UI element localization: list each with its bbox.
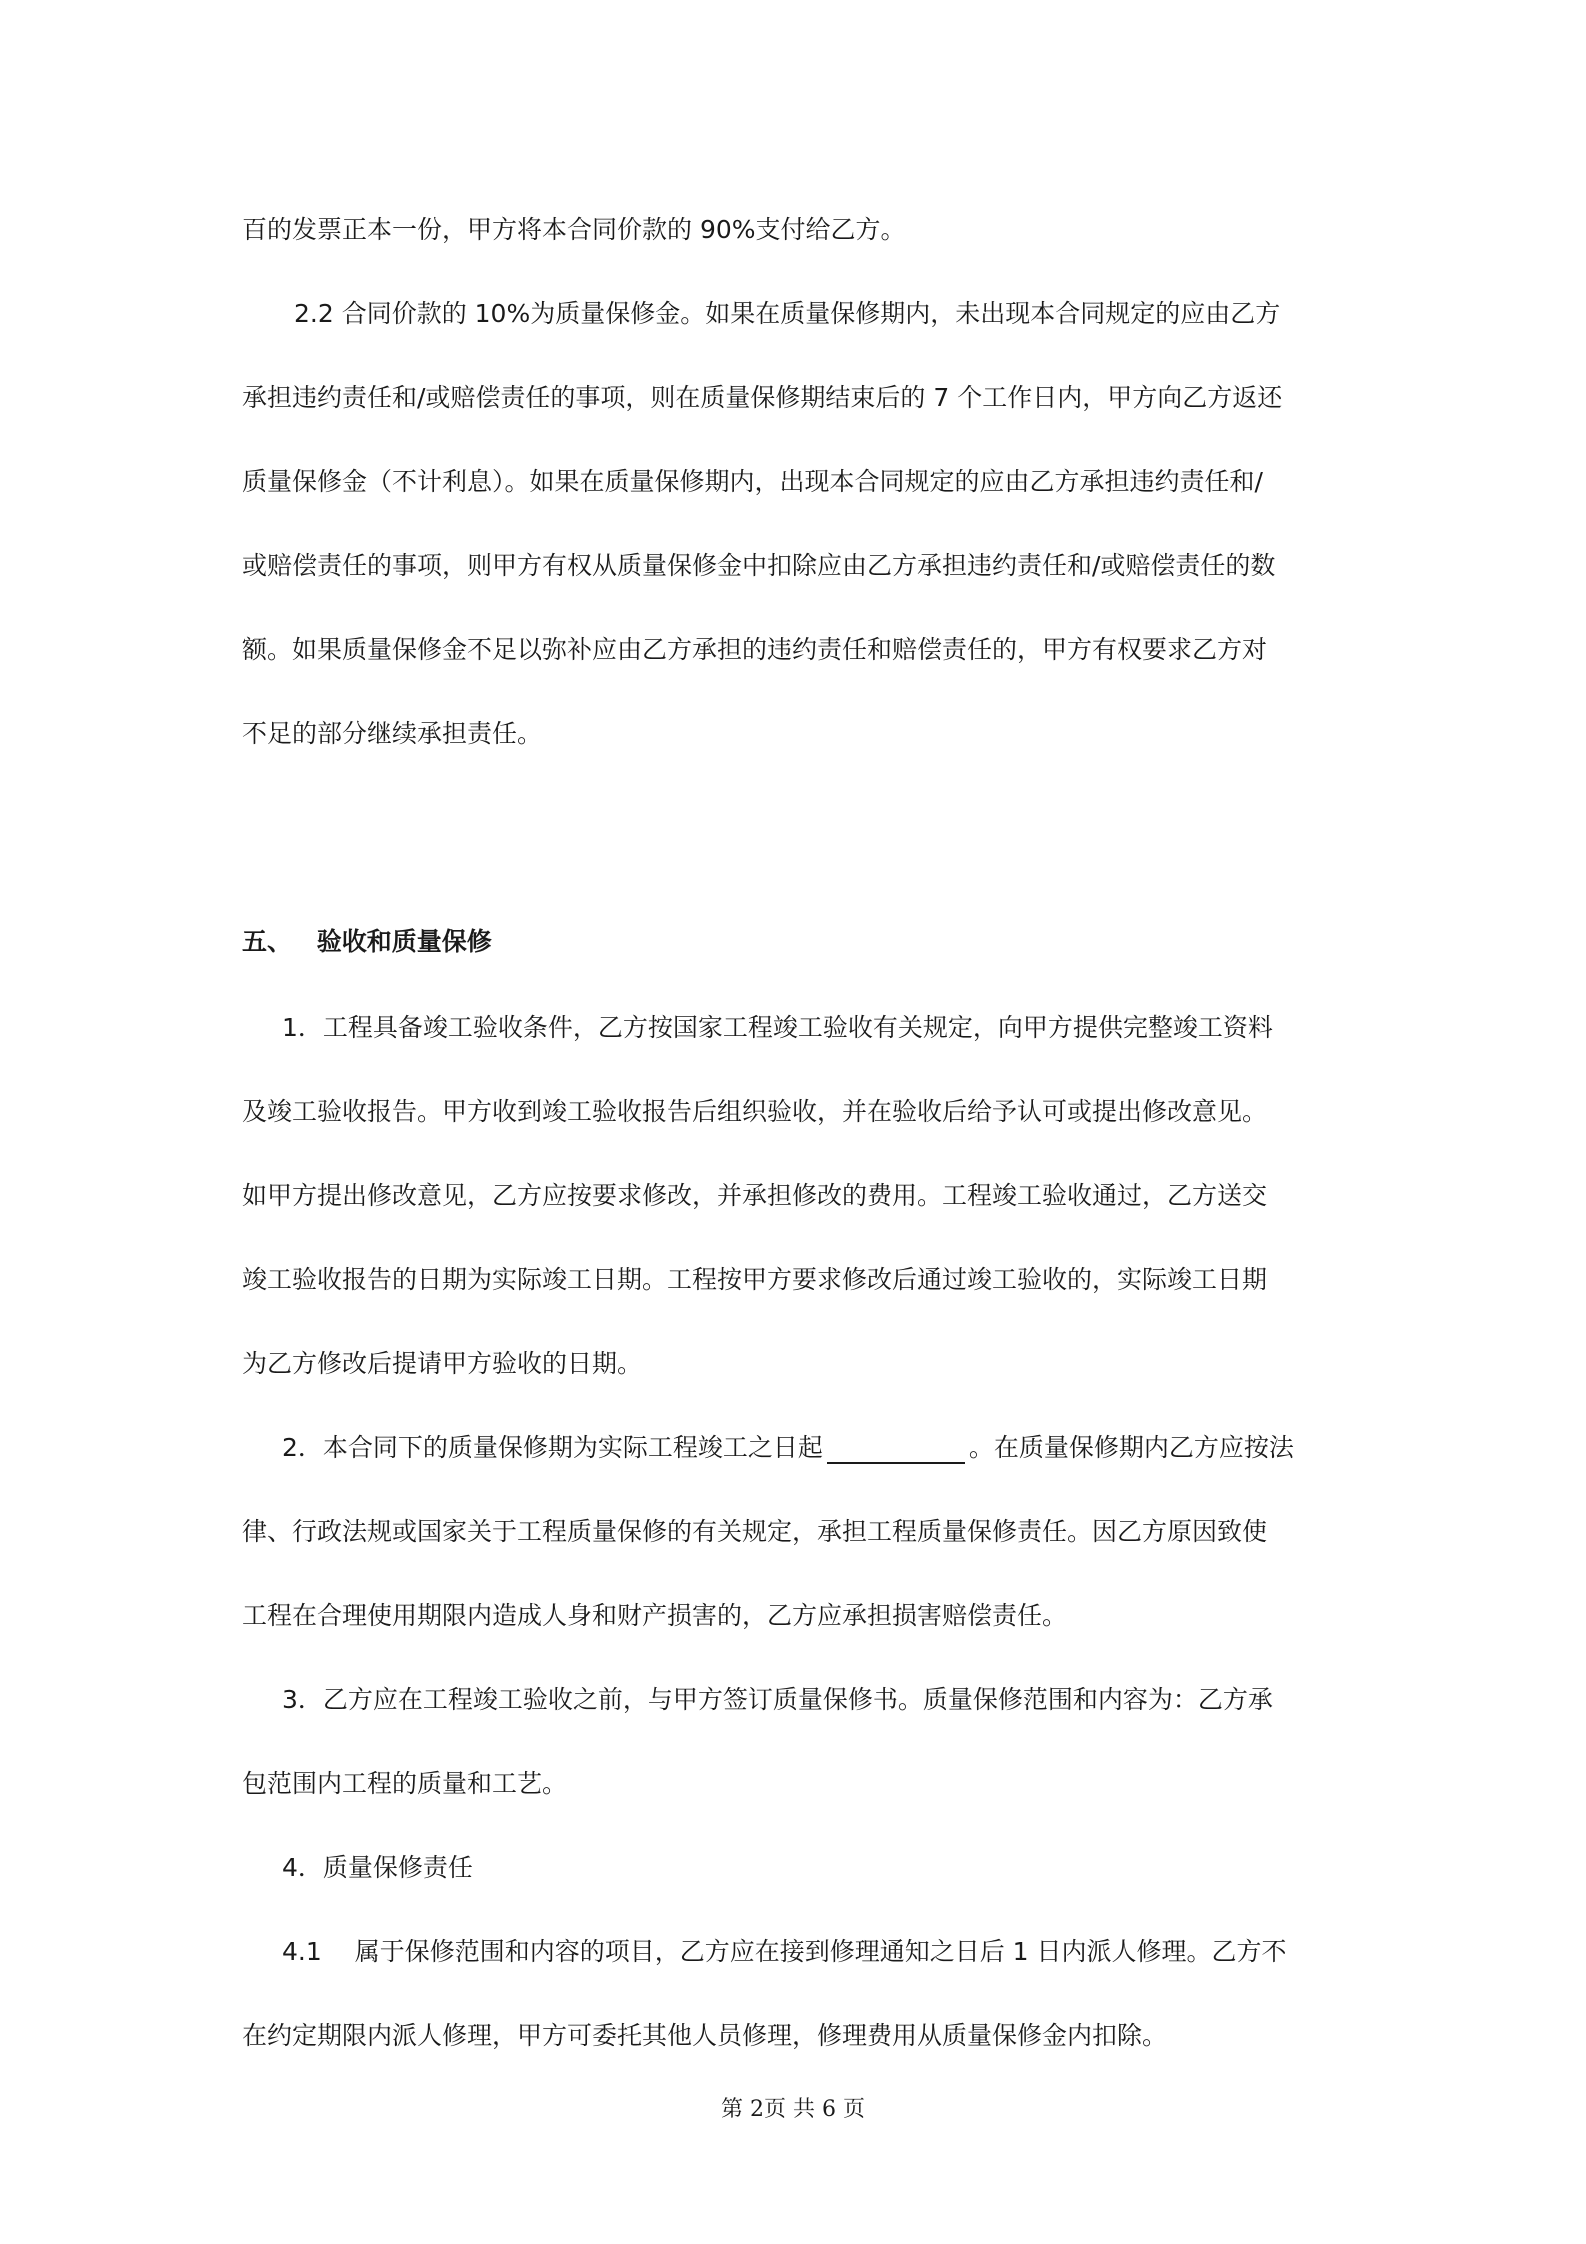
paragraph-line: 2.2 合同价款的 10%为质量保修金。如果在质量保修期内，未出现本合同规定的应由乙方: [294, 299, 1281, 328]
paragraph-line: 为乙方修改后提请甲方验收的日期。: [242, 1349, 643, 1378]
paragraph-line: 不足的部分继续承担责任。: [242, 719, 543, 748]
paragraph-line: 额。如果质量保修金不足以弥补应由乙方承担的违约责任和赔偿责任的，甲方有权要求乙方对: [242, 635, 1268, 664]
fill-in-blank[interactable]: [827, 1460, 965, 1464]
page-footer: 第 2页 共 6 页: [721, 2097, 865, 2122]
paragraph-line: 质量保修金（不计利息）。如果在质量保修期内，出现本合同规定的应由乙方承担违约责任和/: [242, 467, 1263, 496]
paragraph-line: 工程在合理使用期限内造成人身和财产损害的，乙方应承担损害赔偿责任。: [242, 1601, 1068, 1630]
paragraph-line-with-blank: [242, 1406, 1360, 1490]
paragraph-line: 及竣工验收报告。甲方收到竣工验收报告后组织验收，并在验收后给予认可或提出修改意见。: [242, 1097, 1268, 1126]
paragraph-line: 如甲方提出修改意见，乙方应按要求修改，并承担修改的费用。工程竣工验收通过，乙方送交: [242, 1181, 1268, 1210]
subheading-line: 4．质量保修责任: [282, 1853, 473, 1882]
paragraph-line: 竣工验收报告的日期为实际竣工日期。工程按甲方要求修改后通过竣工验收的，实际竣工日期: [242, 1265, 1268, 1294]
paragraph-line: 律、行政法规或国家关于工程质量保修的有关规定，承担工程质量保修责任。因乙方原因致使: [242, 1517, 1268, 1546]
paragraph-line: 3．乙方应在工程竣工验收之前，与甲方签订质量保修书。质量保修范围和内容为：乙方承: [282, 1685, 1273, 1714]
paragraph-line: 在约定期限内派人修理，甲方可委托其他人员修理，修理费用从质量保修金内扣除。: [242, 2021, 1168, 2050]
section-number: 五、: [242, 927, 293, 956]
paragraph-line: 或赔偿责任的事项，则甲方有权从质量保修金中扣除应由乙方承担违约责任和/或赔偿责任的数: [242, 551, 1276, 580]
blank-line-lead: 2．本合同下的质量保修期为实际工程竣工之日起: [282, 1433, 823, 1462]
paragraph-line: 包范围内工程的质量和工艺。: [242, 1769, 568, 1798]
paragraph-line: 4.1 属于保修范围和内容的项目，乙方应在接到修理通知之日后 1 日内派人修理。乙方不: [282, 1937, 1287, 1966]
paragraph-line: 百的发票正本一份，甲方将本合同价款的 90%支付给乙方。: [242, 215, 906, 244]
top-section: [242, 188, 1360, 776]
section-heading: [242, 912, 492, 972]
paragraph-line: 承担违约责任和/或赔偿责任的事项，则在质量保修期结束后的 7 个工作日内，甲方向乙方返还: [242, 383, 1283, 412]
paragraph-line: 1．工程具备竣工验收条件，乙方按国家工程竣工验收有关规定，向甲方提供完整竣工资料: [282, 1013, 1273, 1042]
section-title: 验收和质量保修: [316, 927, 492, 956]
main-section: [242, 986, 1360, 2078]
blank-line-tail: 。在质量保修期内乙方应按法: [968, 1433, 1294, 1462]
